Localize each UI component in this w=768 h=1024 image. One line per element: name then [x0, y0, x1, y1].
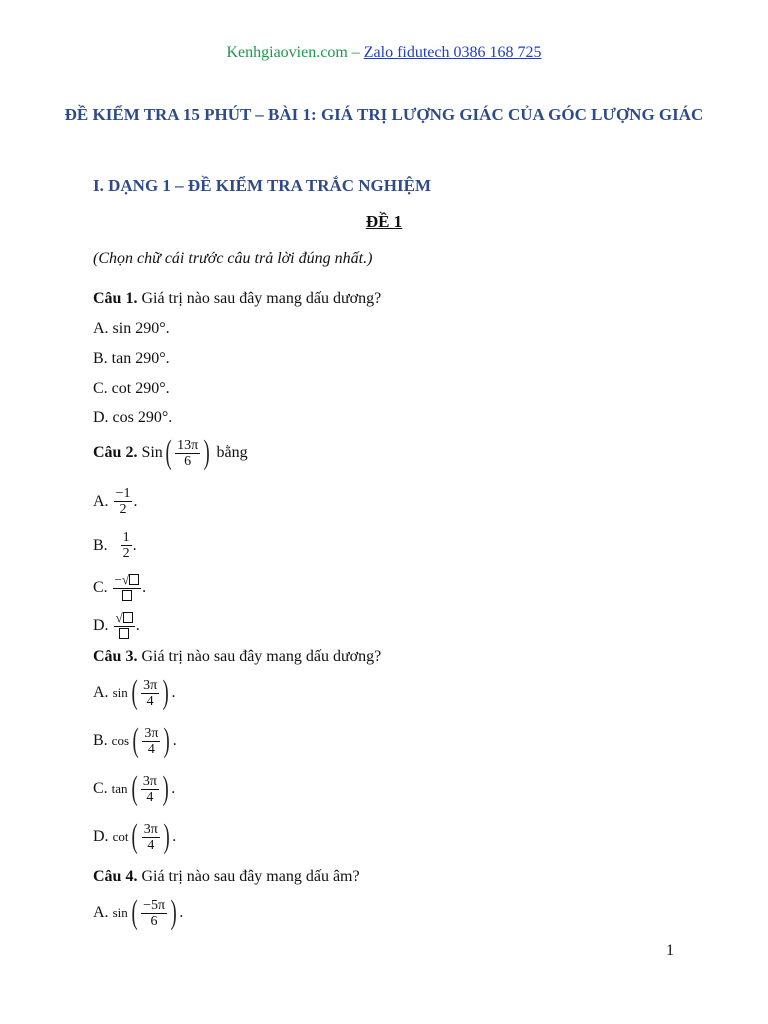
placeholder-box-icon [119, 628, 129, 639]
page-header [0, 44, 768, 62]
question-label: Câu 3. [93, 648, 138, 665]
angle-fraction: $\frac{13\pi}{6}$ [177, 437, 199, 469]
q2-option-d: D. √ . [93, 610, 140, 642]
section-heading: I. DẠNG 1 – ĐỀ KIỂM TRA TRẮC NGHIỆM [93, 176, 431, 195]
placeholder-box-icon [122, 590, 132, 601]
question-4 [93, 868, 360, 886]
q3-option-b: B. cos ( $\frac{3\pi}{4}$ ) . [93, 722, 177, 759]
q2-option-a: A. $\frac{-1}{2}$ . [93, 486, 138, 517]
q1-option-b: B. tan 290°. [93, 350, 170, 367]
q4-option-a: A. sin ( $\frac{-5\pi}{6}$ ) . [93, 894, 184, 931]
function-name: Sin [141, 444, 163, 461]
question-label: Câu 2. [93, 444, 138, 461]
question-text: Giá trị nào sau đây mang dấu âm? [141, 868, 360, 885]
question-3 [93, 648, 381, 666]
zalo-link[interactable]: Zalo fidutech 0386 168 725 [363, 44, 542, 61]
question-label: Câu 4. [93, 868, 138, 885]
question-2: Câu 2. Sin ( $\frac{13\pi}{6}$ ) bằng [93, 434, 248, 471]
q2-option-c: C. −√ . [93, 572, 146, 604]
site-name: Kenhgiaovien.com [226, 44, 348, 61]
page-number: 1 [666, 942, 674, 959]
instruction: (Chọn chữ cái trước câu trả lời đúng nhất.) [93, 250, 373, 267]
q3-option-a: A. sin ( $\frac{3\pi}{4}$ ) . [93, 674, 176, 711]
q1-option-a: A. sin 290°. [93, 320, 170, 337]
q3-option-d: D. cot ( $\frac{3\pi}{4}$ ) . [93, 818, 177, 855]
question-text: bằng [216, 444, 248, 461]
exam-number: ĐỀ 1 [365, 212, 403, 231]
placeholder-box-icon [123, 612, 133, 623]
placeholder-box-icon [129, 574, 139, 585]
header-dash: – [351, 44, 360, 61]
question-text: Giá trị nào sau đây mang dấu dương? [141, 290, 382, 307]
question-label: Câu 1. [93, 290, 138, 307]
q3-option-c: C. tan ( $\frac{3\pi}{4}$ ) . [93, 770, 176, 807]
q2-option-b: B. $\frac{1}{2}$ . [93, 530, 137, 561]
question-1 [93, 290, 381, 308]
document-title: ĐỀ KIỂM TRA 15 PHÚT – BÀI 1: GIÁ TRỊ LƯỢNG GIÁC CỦA GÓC LƯỢNG GIÁC [64, 105, 704, 124]
q1-option-c: C. cot 290°. [93, 380, 170, 397]
q1-option-d: D. cos 290°. [93, 409, 173, 426]
question-text: Giá trị nào sau đây mang dấu dương? [141, 648, 382, 665]
